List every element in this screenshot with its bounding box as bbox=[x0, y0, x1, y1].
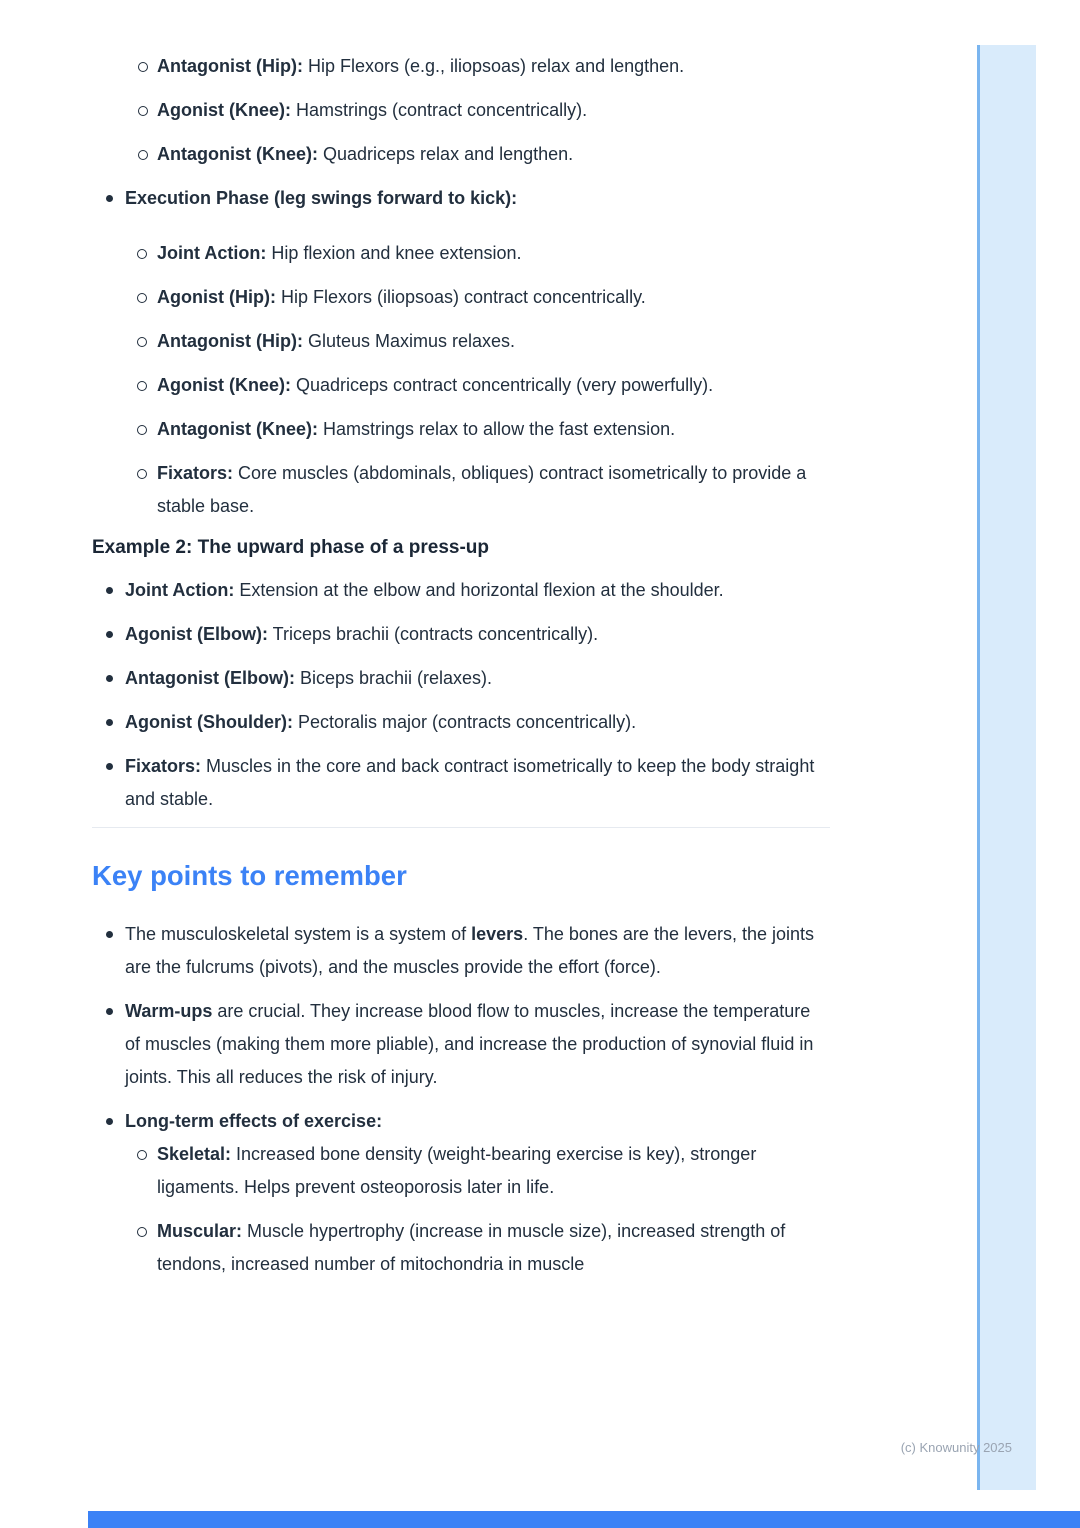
item-text: are crucial. They increase blood flow to muscles, increase the temperature of muscles (making them more pliable), and increase the production of synovial fluid in joints. This all reduces the risk of injury. bbox=[125, 1001, 814, 1087]
list-item bbox=[125, 1138, 830, 1204]
item-label: Agonist (Knee): bbox=[157, 100, 291, 120]
item-label: Antagonist (Elbow): bbox=[125, 668, 295, 688]
item-text: Core muscles (abdominals, obliques) contract isometrically to provide a stable base. bbox=[157, 463, 807, 516]
item-label: Skeletal: bbox=[157, 1144, 232, 1164]
item-text: Extension at the elbow and horizontal flexion at the shoulder. bbox=[234, 580, 724, 600]
item-text: Muscles in the core and back contract isometrically to keep the body straight and stable. bbox=[125, 756, 815, 809]
item-label: Muscular: bbox=[157, 1221, 243, 1241]
list-item bbox=[125, 237, 830, 270]
item-text: Increased bone density (weight-bearing exercise is key), stronger ligaments. Helps prevent osteoporosis later in life. bbox=[157, 1144, 757, 1197]
item-text: Hip flexion and knee extension. bbox=[266, 243, 522, 263]
pressup-list bbox=[92, 574, 830, 816]
document-content bbox=[92, 50, 830, 1292]
item-label: Warm-ups bbox=[125, 1001, 213, 1021]
item-label: Fixators: bbox=[157, 463, 234, 483]
footer-accent-bar bbox=[88, 1511, 1080, 1528]
list-item bbox=[92, 574, 830, 607]
item-label: Long-term effects of exercise: bbox=[125, 1111, 383, 1131]
item-text: The musculoskeletal system is a system of bbox=[125, 924, 472, 944]
item-text: Hip Flexors (iliopsoas) contract concentrically. bbox=[275, 287, 646, 307]
list-item bbox=[92, 94, 830, 127]
long-term-effects-sublist bbox=[125, 1138, 830, 1281]
list-item bbox=[125, 281, 830, 314]
item-label: Execution Phase (leg swings forward to kick): bbox=[125, 188, 518, 208]
item-text: Gluteus Maximus relaxes. bbox=[302, 331, 516, 351]
list-item bbox=[125, 1215, 830, 1281]
item-text: Hamstrings relax to allow the fast extension. bbox=[318, 419, 676, 439]
list-item bbox=[125, 413, 830, 446]
list-item bbox=[92, 50, 830, 83]
key-points-list bbox=[92, 918, 830, 1281]
kick-preparation-sublist bbox=[92, 50, 830, 171]
list-item bbox=[125, 325, 830, 358]
item-label: Antagonist (Knee): bbox=[157, 144, 318, 164]
item-label: Agonist (Elbow): bbox=[125, 624, 268, 644]
list-item bbox=[92, 918, 830, 984]
item-label: Fixators: bbox=[125, 756, 202, 776]
page-edge-accent-band bbox=[977, 45, 1036, 1490]
item-label: Joint Action: bbox=[125, 580, 235, 600]
list-item bbox=[92, 618, 830, 651]
item-text: Triceps brachii (contracts concentrically). bbox=[267, 624, 599, 644]
list-item bbox=[92, 182, 830, 523]
list-item bbox=[92, 750, 830, 816]
list-item bbox=[92, 995, 830, 1094]
list-item bbox=[125, 369, 830, 402]
item-text: Quadriceps contract concentrically (very powerfully). bbox=[291, 375, 714, 395]
item-text: Hamstrings (contract concentrically). bbox=[291, 100, 588, 120]
item-label: Agonist (Shoulder): bbox=[125, 712, 293, 732]
item-text: Pectoralis major (contracts concentrically). bbox=[292, 712, 637, 732]
item-label: Antagonist (Hip): bbox=[157, 331, 303, 351]
example2-heading: Example 2: The upward phase of a press-up bbox=[92, 537, 489, 558]
list-item bbox=[92, 662, 830, 695]
item-label: Antagonist (Hip): bbox=[157, 56, 303, 76]
section-divider bbox=[92, 827, 830, 828]
item-label: Joint Action: bbox=[157, 243, 267, 263]
item-label: Antagonist (Knee): bbox=[157, 419, 318, 439]
execution-phase-list bbox=[92, 182, 830, 523]
list-item bbox=[92, 138, 830, 171]
item-label: Agonist (Knee): bbox=[157, 375, 291, 395]
item-text: . The bones are the levers, the joints are the fulcrums (pivots), and the muscles provide the effort (force). bbox=[125, 924, 815, 977]
item-text: Hip Flexors (e.g., iliopsoas) relax and lengthen. bbox=[302, 56, 685, 76]
execution-phase-sublist bbox=[125, 237, 830, 523]
item-text: Quadriceps relax and lengthen. bbox=[318, 144, 574, 164]
item-label: Agonist (Hip): bbox=[157, 287, 276, 307]
item-text: Muscle hypertrophy (increase in muscle size), increased strength of tendons, increased number of mitochondria in muscle bbox=[157, 1221, 786, 1274]
key-points-heading: Key points to remember bbox=[92, 860, 407, 891]
item-label: levers bbox=[471, 924, 524, 944]
item-text: Biceps brachii (relaxes). bbox=[294, 668, 493, 688]
list-item bbox=[92, 1105, 830, 1281]
list-item bbox=[125, 457, 830, 523]
list-item bbox=[92, 706, 830, 739]
knowunity-watermark: (c) Knowunity 2025 bbox=[900, 1440, 1012, 1455]
